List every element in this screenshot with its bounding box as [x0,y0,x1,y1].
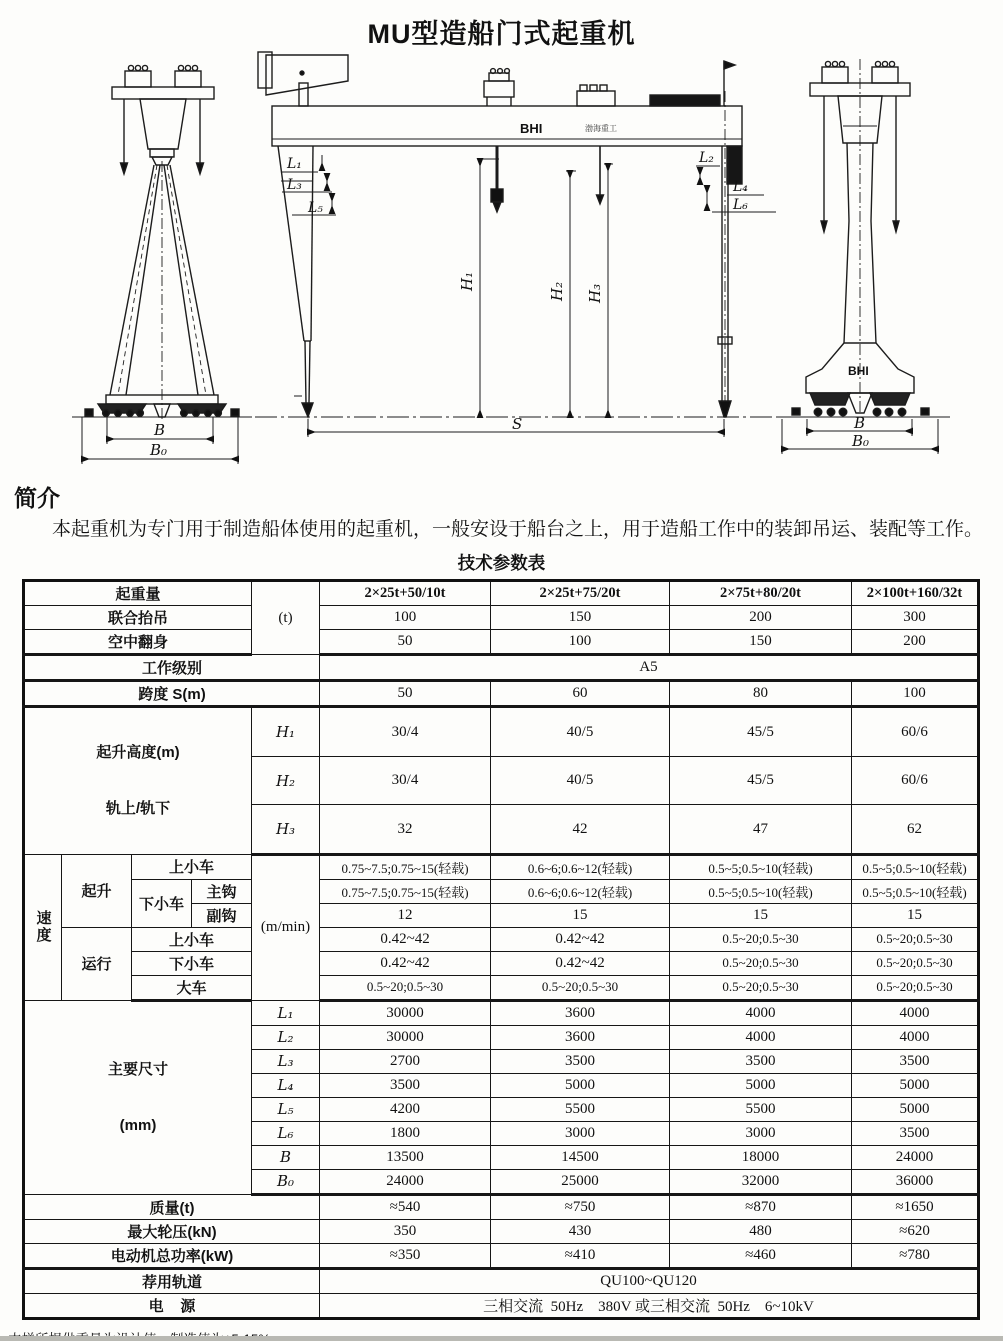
unit-m-min: (m/min) [252,854,320,1000]
dim-label-l4: L₄ [733,179,748,195]
cell: 32000 [670,1169,852,1194]
cell: 100 [320,606,491,630]
cell: 45/5 [670,757,852,805]
label-upper-trolley: 上小车 [132,854,252,879]
cell: 3500 [670,1049,852,1073]
dim-label-s: S [512,415,523,433]
cell: 15 [670,903,852,927]
row-speed-gantry [24,975,979,1000]
cell: 32 [320,805,491,855]
cell: 200 [852,630,979,655]
power-value: 三相交流 50Hz 380V 或三相交流 50Hz 6~10kV [320,1293,979,1318]
dim-label-l6: L₆ [733,197,748,213]
scan-edge-bar [0,1336,1003,1341]
girder-maker-label: 渤海重工 [585,124,617,133]
label-main-dimensions [24,1000,252,1194]
label-air-turnover: 空中翻身 [24,630,252,655]
label-main-hook: 主钩 [192,879,252,903]
cell: 0.75~7.5;0.75~15(轻载) [320,879,491,903]
cell: 40/5 [491,757,670,805]
label-aux-hook: 副钩 [192,903,252,927]
row-mass [24,1194,979,1219]
dim-label-b0-right: B₀ [852,432,870,450]
dim-label-l5: L₅ [308,200,323,216]
label-lifting-capacity: 起重量 [24,581,252,606]
sym-l4: L₄ [252,1073,320,1097]
cell: 0.42~42 [320,951,491,975]
cell: 480 [670,1219,852,1243]
label-lifting-height-l1: 起升高度(m) [96,744,180,762]
cell: 0.6~6;0.6~12(轻载) [491,879,670,903]
cell: ≈540 [320,1194,491,1219]
crane-technical-drawing [0,51,1003,476]
dim-label-b0-left: B₀ [150,441,168,459]
rail-value: QU100~QU120 [320,1268,979,1293]
cell: 300 [852,606,979,630]
cell: 5000 [852,1073,979,1097]
row-air-turnover [24,630,979,655]
cell: 0.42~42 [491,951,670,975]
row-power [24,1293,979,1318]
cell: 45/5 [670,707,852,757]
label-motor-power: 电动机总功率(kW) [24,1243,320,1268]
cell: 0.5~20;0.5~30 [852,951,979,975]
label-speed: 速度 [24,854,62,1000]
cell: 150 [491,606,670,630]
label-rail: 荐用轨道 [24,1268,320,1293]
row-duty-class [24,655,979,681]
cell: ≈750 [491,1194,670,1219]
cell: 3000 [491,1121,670,1145]
label-joint-lift: 联合抬吊 [24,606,252,630]
sym-h2: H₂ [252,757,320,805]
cell: 3500 [852,1049,979,1073]
cell: 47 [670,805,852,855]
page-title: MU型造船门式起重机 [367,19,636,49]
cell: 1800 [320,1121,491,1145]
cell: 62 [852,805,979,855]
cell: 0.75~7.5;0.75~15(轻载) [320,854,491,879]
cell: 100 [491,630,670,655]
cell: 0.5~20;0.5~30 [670,951,852,975]
label-hoisting: 起升 [62,854,132,927]
row-motor-power [24,1243,979,1268]
sym-b: B [252,1145,320,1169]
cell: 0.42~42 [491,927,670,951]
cell: 3500 [852,1121,979,1145]
label-travel-lower: 下小车 [132,951,252,975]
cell: 4000 [670,1025,852,1049]
cell: 100 [852,681,979,707]
cell: 0.5~5;0.5~10(轻载) [670,879,852,903]
unit-t: (t) [252,581,320,655]
row-speed-travel-lower [24,951,979,975]
cell: 15 [852,903,979,927]
cell: 200 [670,606,852,630]
label-main-dimensions-l1: 主要尺寸 [108,1061,169,1079]
row-wheel-pressure [24,1219,979,1243]
row-h1 [24,707,979,757]
label-span: 跨度 S(m) [24,681,320,707]
left-leg-front-view [72,65,252,464]
cell: 30/4 [320,757,491,805]
cell: 0.5~20;0.5~30 [670,927,852,951]
cell: 50 [320,681,491,707]
cell: 0.5~5;0.5~10(轻载) [670,854,852,879]
cell: 5000 [670,1073,852,1097]
cell: 5500 [491,1097,670,1121]
capacity-col-1: 2×25t+50/10t [320,581,491,606]
label-power: 电 源 [24,1293,320,1318]
cell: 150 [670,630,852,655]
cell: 0.5~5;0.5~10(轻载) [852,879,979,903]
cell: 3600 [491,1000,670,1025]
cell: 42 [491,805,670,855]
cell: 4000 [670,1000,852,1025]
sym-l2: L₂ [252,1025,320,1049]
dim-label-b-right: B [854,414,866,432]
right-leg-brand-label: BHI [848,364,869,378]
cell: 5000 [852,1097,979,1121]
cell: 80 [670,681,852,707]
label-mass: 质量(t) [24,1194,320,1219]
row-speed-travel-upper [24,927,979,951]
row-span [24,681,979,707]
cell: ≈1650 [852,1194,979,1219]
dim-label-l3: L₃ [287,177,302,193]
dim-label-h3: H₃ [586,283,604,303]
cell: 4000 [852,1000,979,1025]
cell: 24000 [852,1145,979,1169]
cell: 25000 [491,1169,670,1194]
cell: ≈350 [320,1243,491,1268]
label-main-dimensions-l2: (mm) [119,1116,157,1134]
cell: 30/4 [320,707,491,757]
cell: 5500 [670,1097,852,1121]
cell: ≈460 [670,1243,852,1268]
cell: 60 [491,681,670,707]
row-joint-lift [24,606,979,630]
sym-h1: H₁ [252,707,320,757]
cell: 3000 [670,1121,852,1145]
cell: 3600 [491,1025,670,1049]
cell: 0.5~20;0.5~30 [852,975,979,1000]
label-lower-trolley: 下小车 [132,879,192,927]
cell: 36000 [852,1169,979,1194]
row-dim-l1 [24,1000,979,1025]
sym-h3: H₃ [252,805,320,855]
label-duty-class: 工作级别 [24,655,320,681]
cell: ≈780 [852,1243,979,1268]
row-speed-hoist-upper [24,854,979,879]
cell: 3500 [491,1049,670,1073]
cell: ≈620 [852,1219,979,1243]
cell: 14500 [491,1145,670,1169]
label-wheel-pressure: 最大轮压(kN) [24,1219,320,1243]
capacity-col-4: 2×100t+160/32t [852,581,979,606]
cell: 13500 [320,1145,491,1169]
table-title: 技术参数表 [457,553,546,574]
capacity-col-3: 2×75t+80/20t [670,581,852,606]
cell: 5000 [491,1073,670,1097]
cell: 40/5 [491,707,670,757]
cell: 60/6 [852,757,979,805]
cell: 50 [320,630,491,655]
right-leg-front-view [778,59,948,454]
sym-l1: L₁ [252,1000,320,1025]
row-rail [24,1268,979,1293]
duty-class-value: A5 [320,655,979,681]
cell: ≈870 [670,1194,852,1219]
cell: 0.42~42 [320,927,491,951]
label-lifting-height-l2: 轨上/轨下 [105,800,171,818]
cell: 350 [320,1219,491,1243]
cell: 18000 [670,1145,852,1169]
row-speed-hoist-main [24,879,979,903]
dim-label-b-left: B [154,421,166,439]
dim-label-l1: L₁ [287,156,302,172]
cell: 2700 [320,1049,491,1073]
cell: 60/6 [852,707,979,757]
capacity-col-2: 2×25t+75/20t [491,581,670,606]
cell: ≈410 [491,1243,670,1268]
dim-label-l2: L₂ [699,150,714,166]
elevation-view [255,52,950,437]
cell: 4200 [320,1097,491,1121]
dim-label-h1: H₁ [458,271,476,291]
cell: 0.5~20;0.5~30 [852,927,979,951]
sym-l6: L₆ [252,1121,320,1145]
label-travel: 运行 [62,927,132,1000]
cell: 430 [491,1219,670,1243]
intro-paragraph: 本起重机为专门用于制造船体使用的起重机，一般安设于船台之上，用于造船工作中的装卸吊运、装配等工作。 [52,519,984,540]
cell: 0.5~5;0.5~10(轻载) [852,854,979,879]
cell: 4000 [852,1025,979,1049]
cell: 0.5~20;0.5~30 [670,975,852,1000]
cell: 0.5~20;0.5~30 [491,975,670,1000]
label-travel-upper: 上小车 [132,927,252,951]
cell: 30000 [320,1025,491,1049]
cell: 0.6~6;0.6~12(轻载) [491,854,670,879]
sym-l3: L₃ [252,1049,320,1073]
cell: 24000 [320,1169,491,1194]
label-lifting-height [24,707,252,855]
cell: 12 [320,903,491,927]
cell: 3500 [320,1073,491,1097]
intro-heading: 简介 [14,485,60,511]
row-lifting-capacity [24,581,979,606]
cell: 30000 [320,1000,491,1025]
cell: 0.5~20;0.5~30 [320,975,491,1000]
sym-b0: B₀ [252,1169,320,1194]
cell: 15 [491,903,670,927]
spec-table [22,579,980,1320]
label-gantry: 大车 [132,975,252,1000]
girder-brand-label: BHI [520,121,543,136]
dim-label-h2: H₂ [548,281,566,301]
sym-l5: L₅ [252,1097,320,1121]
